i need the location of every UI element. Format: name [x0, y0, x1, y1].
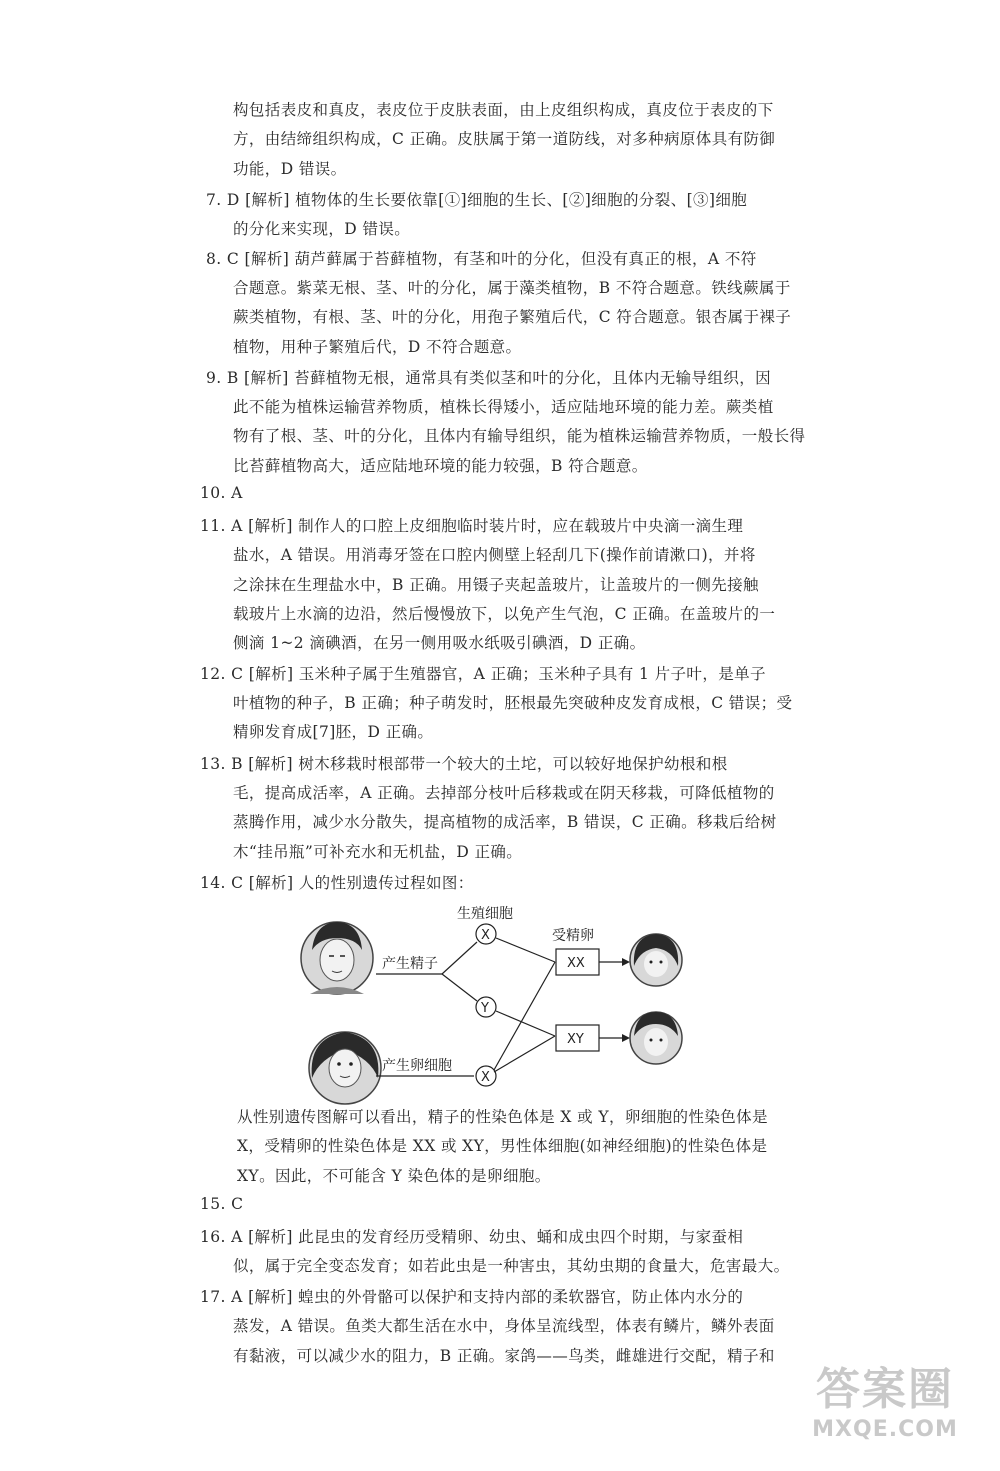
son-portrait — [630, 1012, 682, 1064]
text-line: 合题意。紫菜无根、茎、叶的分化，属于藻类植物，B 不符合题意。铁线蕨属于 — [233, 279, 791, 297]
watermark-logo — [790, 1363, 980, 1453]
answer-item-12: 12. C [解析] 玉米种子属于生殖器官，A 正确；玉米种子具有 1 片子叶，是单子 — [200, 665, 766, 683]
answer-item-14: 14. C [解析] 人的性别遗传过程如图： — [200, 874, 474, 892]
text-line: 此不能为植株运输营养物质，植株长得矮小，适应陆地环境的能力差。蕨类植 — [233, 398, 774, 416]
text-line: 之涂抹在生理盐水中，B 正确。用镊子夹起盖玻片，让盖玻片的一侧先接触 — [233, 576, 759, 594]
text-line: 植物，用种子繁殖后代，D 不符合题意。 — [233, 338, 522, 356]
daughter-portrait — [630, 934, 682, 986]
answer-item-16: 16. A [解析] 此昆虫的发育经历受精卵、幼虫、蛹和成虫四个时期，与家蚕相 — [200, 1228, 744, 1246]
zygote-xy-text: XY — [567, 1032, 584, 1047]
answer-item-17: 17. A [解析] 蝗虫的外骨骼可以保护和支持内部的柔软器官，防止体内水分的 — [200, 1288, 744, 1306]
text-line: 侧滴 1~2 滴碘酒，在另一侧用吸水纸吸引碘酒，D 正确。 — [233, 634, 646, 652]
text-line: X，受精卵的性染色体是 XX 或 XY，男性体细胞(如神经细胞)的性染色体是 — [237, 1137, 768, 1155]
text-line: 比苔藓植物高大，适应陆地环境的能力较强，B 符合题意。 — [233, 457, 648, 475]
text-line: 物有了根、茎、叶的分化，且体内有输导组织，能为植株运输营养物质，一般长得 — [233, 427, 806, 445]
text-line: 从性别遗传图解可以看出，精子的性染色体是 X 或 Y，卵细胞的性染色体是 — [237, 1108, 768, 1126]
text-line: 精卵发育成[7]胚，D 正确。 — [233, 723, 434, 741]
watermark-main: 答案圈 — [816, 1364, 954, 1415]
zygote-label: 受精卵 — [552, 928, 594, 944]
text-line: 似，属于完全变态发育；如若此虫是一种害虫，其幼虫期的食量大，危害最大。 — [233, 1257, 790, 1275]
answer-item-10: 10. A — [200, 484, 243, 502]
text-line: 木“挂吊瓶”可补充水和无机盐，D 正确。 — [233, 843, 523, 861]
text-line: 毛，提高成活率，A 正确。去掉部分枝叶后移栽或在阴天移栽，可降低植物的 — [233, 784, 775, 802]
text-line: 构包括表皮和真皮，表皮位于皮肤表面，由上皮组织构成，真皮位于表皮的下 — [233, 101, 774, 119]
answer-item-15: 15. C — [200, 1195, 244, 1213]
sperm-y-text: Y — [481, 1001, 489, 1016]
answer-item-7: 7. D [解析] 植物体的生长要依靠[①]细胞的生长、[②]细胞的分裂、[③]细胞 — [206, 191, 748, 209]
watermark-site: MXQE.COM — [812, 1417, 958, 1442]
sperm-x-text: X — [481, 928, 490, 943]
answer-item-13: 13. B [解析] 树木移栽时根部带一个较大的土坨，可以较好地保护幼根和根 — [200, 755, 728, 773]
egg-x-text: X — [481, 1070, 490, 1085]
text-line: 载玻片上水滴的边沿，然后慢慢放下，以免产生气泡，C 正确。在盖玻片的一 — [233, 605, 776, 623]
sex-inheritance-diagram — [290, 898, 710, 1108]
mother-portrait — [309, 1032, 381, 1104]
answer-item-11: 11. A [解析] 制作人的口腔上皮细胞临时装片时，应在载玻片中央滴一滴生理 — [200, 517, 744, 535]
text-line: 蒸腾作用，减少水分散失，提高植物的成活率，B 错误，C 正确。移栽后给树 — [233, 813, 777, 831]
text-line: XY。因此，不可能含 Y 染色体的是卵细胞。 — [237, 1167, 551, 1185]
father-portrait — [301, 922, 373, 994]
text-line: 有黏液，可以减少水的阻力，B 正确。家鸽——鸟类，雌雄进行交配，精子和 — [233, 1347, 775, 1365]
text-line: 蕨类植物，有根、茎、叶的分化，用孢子繁殖后代，C 符合题意。银杏属于裸子 — [233, 308, 792, 326]
text-line: 功能，D 错误。 — [233, 160, 347, 178]
germ-cells-label: 生殖细胞 — [457, 906, 513, 922]
text-line: 蒸发，A 错误。鱼类大都生活在水中，身体呈流线型，体表有鳞片，鳞外表面 — [233, 1317, 775, 1335]
answer-item-8: 8. C [解析] 葫芦藓属于苔藓植物，有茎和叶的分化，但没有真正的根，A 不符 — [206, 250, 757, 268]
text-line: 盐水，A 错误。用消毒牙签在口腔内侧壁上轻刮几下(操作前请漱口)，并将 — [233, 546, 756, 564]
zygote-xx-text: XX — [567, 956, 585, 971]
text-line: 叶植物的种子，B 正确；种子萌发时，胚根最先突破种皮发育成根，C 错误；受 — [233, 694, 793, 712]
text-line: 的分化来实现，D 错误。 — [233, 220, 411, 238]
sperm-label: 产生精子 — [382, 956, 438, 972]
text-line: 方，由结缔组织构成，C 正确。皮肤属于第一道防线，对多种病原体具有防御 — [233, 130, 776, 148]
egg-label: 产生卵细胞 — [382, 1058, 452, 1074]
answer-item-9: 9. B [解析] 苔藓植物无根，通常具有类似茎和叶的分化，且体内无输导组织，因 — [206, 369, 772, 387]
